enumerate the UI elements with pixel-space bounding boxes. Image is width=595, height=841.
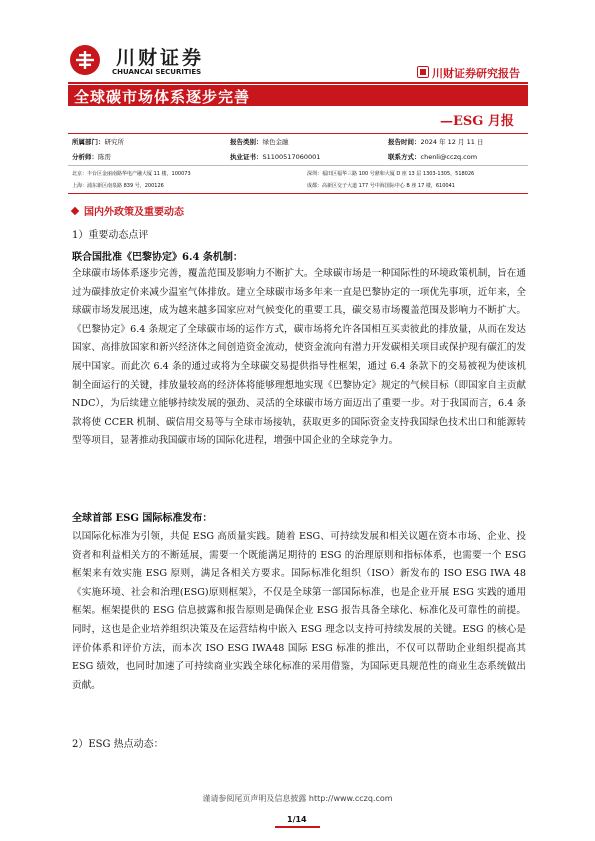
section-heading (72, 203, 184, 218)
page-number: 1/14 (287, 815, 307, 824)
header-divider (68, 82, 528, 84)
time-value: 2024 年 12 月 11 日 (420, 138, 484, 146)
contact-email[interactable]: chenli@cczq.com (420, 153, 478, 161)
meta-divider (68, 165, 528, 166)
dept-value: 研究所 (104, 138, 124, 146)
time-label: 报告时间： (388, 138, 421, 146)
address-shanghai: 上海：浦东新区南泉路 839 号，200126 (72, 183, 164, 189)
cert-label: 执业证书： (230, 153, 263, 161)
type-value: 绿色金融 (262, 138, 289, 146)
address-shenzhen: 深圳：福田区福华三路 100 号鼎和大厦 D 座 13 层 1303-1305，518026 (307, 171, 475, 177)
cert-field (230, 152, 320, 161)
report-subtitle: —ESG 月报 (440, 114, 514, 129)
type-field (230, 137, 289, 146)
topic-heading-1: 联合国批准《巴黎协定》6.4 条机制： (72, 252, 243, 263)
analyst-label: 分析师： (72, 153, 98, 161)
logo-chinese-name: 川财证券 (116, 47, 205, 69)
subsection-2: 2）ESG 热点动态： (72, 739, 164, 750)
paragraph-1: 全球碳市场体系逐步完善，覆盖范围及影响力不断扩大。全球碳市场是一种国际性的环境政策机制，旨在通过为碳排放定价来减少温室气体排放。建立全球碳市场多年来一直是巴黎协定的一项优先事项，近年来，全球碳市场发展迅速，成为越来越多国家应对气候变化的重要工具，碳交易市场覆盖范围及影响力不断扩大。《巴黎协定》6.4 条规定了全球碳市场的运作方式，碳市场将允许各国相互买卖彼此的排放量，从而在发达国家、高排放国家和新兴经济体之间创造资金流动，使资金流向有潜力开发碳相关项目或保护现有碳汇的发展中国家。而此次 6.4 条的通过或将为全球碳交易提供指导性框架，通过 6.4 条款下的交易被视为使该机制全面运行的关键，排放量较高的经济体将能够理想地实现《巴黎协定》规定的气候目标（即国家自主贡献 NDC），为后续建立能够持续发展的强劲、灵活的全球碳市场方面迈出了重要一步。对于我国而言，6.4 条款将使 CCER 机制、碳信用交易等与全球市场接轨，获取更多的国际资金支持我国绿色技术出口和能源转型等项目，显著推动我国碳市场的国际化进程，增强中国企业的全球竞争力。 (72, 268, 526, 447)
footer-disclaimer: 谨请参阅尾页声明及信息披露 http://www.cczq.com (202, 794, 393, 803)
brand-square-icon (417, 66, 429, 78)
dept-field (72, 137, 124, 146)
analyst-value: 陈雳 (98, 153, 111, 161)
report-title: 全球碳市场体系逐步完善 (74, 88, 251, 106)
section-heading-text: 国内外政策及重要动态 (84, 207, 184, 218)
dept-label: 所属部门： (72, 138, 105, 146)
address-beijing: 北京：丰台区金丽南路华电产融大厦 11 楼，100073 (72, 171, 191, 177)
analyst-field (72, 152, 111, 161)
topic-heading-2: 全球首部 ESG 国际标准发布： (72, 513, 213, 524)
subsection-1: 1）重要动态点评 (72, 230, 149, 241)
page-number-underline (275, 826, 320, 828)
time-field (388, 137, 483, 146)
logo-english-name: CHUANCAI SECURITIES (112, 68, 202, 76)
cert-value: S1100517060001 (262, 153, 321, 161)
report-brand-label: 川财证券研究报告 (432, 67, 520, 80)
address-chengdu: 成都：高新区交子大道 177 号中海国际中心 B 座 17 楼，610041 (307, 183, 455, 189)
meta-bottom-rule (68, 193, 528, 194)
contact-field (388, 152, 477, 161)
paragraph-2: 以国际化标准为引领，共促 ESG 高质量实践。随着 ESG、可持续发展和相关议题在资本市场、企业、投资者和利益相关方的不断延展，需要一个既能满足期待的 ESG 的治理原则和指标体系，也需要一个 ESG 框架来有效实施 ESG 原则，满足各相关方要求。国际标准化组织（ISO）新发布的 ISO ESG IWA 48《实施环境、社会和治理(ESG)原则框架》，不仅是全球第一部国际标准，也是企业开展 ESG 实践的通用框架。框架提供的 ESG 信息披露和报告原则是确保企业 ESG 报告具备全球化、标准化及可靠性的前提。同时，这也是企业培养组织决策及在运营结构中嵌入 ESG 理念以支持可持续发展的关键。ESG 的核心是评价体系和评价方法，而本次 ISO ESG IWA48 国际 ESG 标准的推出，不仅可以帮助企业组织提高其 ESG 绩效，也同时加速了可持续商业实践全球化标准的采用借鉴，为国际更具规范性的商业生态系统做出贡献。 (72, 531, 526, 691)
contact-label: 联系方式： (388, 153, 421, 161)
report-brand (417, 65, 520, 81)
meta-top-rule (68, 133, 528, 134)
type-label: 报告类别： (230, 138, 263, 146)
diamond-bullet-icon (71, 207, 79, 215)
logo-mark-icon (70, 45, 100, 75)
